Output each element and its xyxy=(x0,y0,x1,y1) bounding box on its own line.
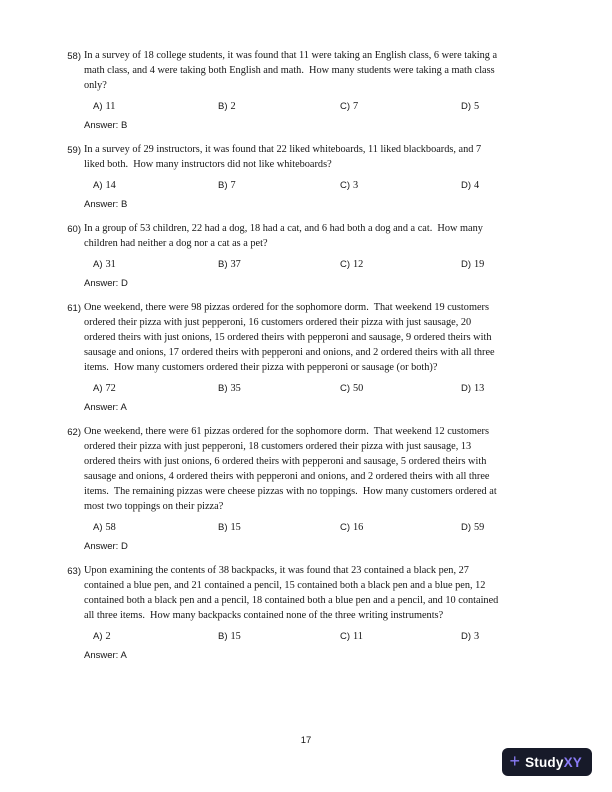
option-letter: B) xyxy=(218,383,228,394)
question-text-line: ordered theirs with just onions, 6 ordered theirs with pepperoni and sausage, 5 ordered theirs with xyxy=(84,456,487,467)
question-text-line: only? xyxy=(84,80,107,91)
question-text-line: ordered their pizza with just pepperoni, 16 customers ordered their pizza with just sausage, 20 xyxy=(84,317,472,328)
option-value: 14 xyxy=(105,180,116,191)
option-letter: A) xyxy=(93,101,103,112)
question-number: 61) xyxy=(67,303,81,314)
option-value: 58 xyxy=(105,522,116,533)
option-letter: D) xyxy=(461,259,472,270)
question-text-line: contained both a black pen and a pencil, 18 contained both a blue pen and a pencil, and 10 contained xyxy=(84,595,499,606)
option-a xyxy=(93,97,218,114)
answer-line xyxy=(84,276,612,291)
option-c xyxy=(340,627,461,644)
option-value: 7 xyxy=(353,101,359,112)
option-d xyxy=(461,627,612,644)
option-value: 11 xyxy=(353,631,363,642)
option-c xyxy=(340,518,461,535)
option-letter: C) xyxy=(340,383,351,394)
question-block xyxy=(64,563,612,663)
option-letter: D) xyxy=(461,101,472,112)
options-row xyxy=(84,518,612,535)
option-value: 3 xyxy=(474,631,480,642)
question-text-line: ordered their pizza with just pepperoni, 18 customers ordered their pizza with just sausage, 13 xyxy=(84,441,472,452)
studyxy-logo xyxy=(502,748,592,776)
question-text xyxy=(84,48,612,93)
option-d xyxy=(461,255,612,272)
question-text-line: most two toppings on their pizza? xyxy=(84,501,224,512)
option-value: 35 xyxy=(230,383,241,394)
option-d xyxy=(461,518,612,535)
answer-label: Answer: xyxy=(84,199,119,210)
answer-label: Answer: xyxy=(84,650,119,661)
options-row xyxy=(84,255,612,272)
option-value: 2 xyxy=(105,631,111,642)
question-number: 60) xyxy=(67,224,81,235)
options-row xyxy=(84,627,612,644)
option-b xyxy=(218,627,340,644)
answer-label: Answer: xyxy=(84,120,119,131)
option-value: 19 xyxy=(474,259,485,270)
option-letter: C) xyxy=(340,180,351,191)
answer-line xyxy=(84,539,612,554)
logo-brand-primary: Study xyxy=(525,754,564,770)
question-block xyxy=(64,221,612,291)
question-text-line: One weekend, there were 98 pizzas ordered for the sophomore dorm. That weekend 19 customers xyxy=(84,302,489,313)
answer-label: Answer: xyxy=(84,541,119,552)
option-a xyxy=(93,255,218,272)
option-letter: B) xyxy=(218,180,228,191)
plus-icon: + xyxy=(509,751,521,771)
option-d xyxy=(461,176,612,193)
question-text-line: Upon examining the contents of 38 backpacks, it was found that 23 contained a black pen, 27 xyxy=(84,565,469,576)
option-value: 3 xyxy=(353,180,359,191)
option-value: 12 xyxy=(353,259,364,270)
answer-value: B xyxy=(120,120,128,131)
option-value: 16 xyxy=(353,522,364,533)
option-b xyxy=(218,97,340,114)
option-letter: A) xyxy=(93,180,103,191)
answer-value: D xyxy=(120,278,128,289)
answer-label: Answer: xyxy=(84,402,119,413)
option-c xyxy=(340,379,461,396)
option-a xyxy=(93,379,218,396)
question-block xyxy=(64,300,612,415)
option-b xyxy=(218,379,340,396)
question-text-line: One weekend, there were 61 pizzas ordered for the sophomore dorm. That weekend 12 customers xyxy=(84,426,489,437)
answer-value: A xyxy=(120,650,127,661)
question-text-line: sausage and onions, 4 ordered theirs with pepperoni and onions, and 2 ordered theirs with all three xyxy=(84,471,490,482)
option-letter: D) xyxy=(461,180,472,191)
option-d xyxy=(461,379,612,396)
question-text-line: items. The remaining pizzas were cheese pizzas with no toppings. How many customers ordered at xyxy=(84,486,497,497)
option-value: 4 xyxy=(474,180,480,191)
question-number: 59) xyxy=(67,145,81,156)
question-text xyxy=(84,221,612,251)
options-row xyxy=(84,176,612,193)
options-row xyxy=(84,379,612,396)
answer-line xyxy=(84,118,612,133)
option-letter: A) xyxy=(93,383,103,394)
logo-brand-accent: XY xyxy=(563,754,582,770)
option-a xyxy=(93,627,218,644)
question-text-line: In a group of 53 children, 22 had a dog, 18 had a cat, and 6 had both a dog and a cat. How many xyxy=(84,223,483,234)
option-c xyxy=(340,97,461,114)
option-b xyxy=(218,518,340,535)
option-value: 59 xyxy=(474,522,485,533)
option-letter: D) xyxy=(461,631,472,642)
option-letter: C) xyxy=(340,259,351,270)
option-b xyxy=(218,176,340,193)
answer-label: Answer: xyxy=(84,278,119,289)
option-a xyxy=(93,176,218,193)
option-letter: C) xyxy=(340,522,351,533)
option-value: 11 xyxy=(105,101,116,112)
option-a xyxy=(93,518,218,535)
options-row xyxy=(84,97,612,114)
option-value: 15 xyxy=(230,631,241,642)
question-block xyxy=(64,424,612,554)
option-letter: B) xyxy=(218,259,228,270)
answer-line xyxy=(84,648,612,663)
page-number: 17 xyxy=(300,735,312,746)
question-text-line: math class, and 4 were taking both English and math. How many students were taking a math class xyxy=(84,65,495,76)
option-value: 37 xyxy=(230,259,241,270)
option-value: 31 xyxy=(105,259,116,270)
option-c xyxy=(340,255,461,272)
question-text-line: sausage and onions, 17 ordered theirs with pepperoni and onions, and 2 ordered theirs with all three xyxy=(84,347,495,358)
option-letter: C) xyxy=(340,631,351,642)
option-letter: A) xyxy=(93,522,103,533)
option-value: 5 xyxy=(474,101,480,112)
option-value: 13 xyxy=(474,383,485,394)
option-letter: C) xyxy=(340,101,351,112)
option-d xyxy=(461,97,612,114)
question-text xyxy=(84,300,612,375)
option-value: 15 xyxy=(230,522,241,533)
option-value: 2 xyxy=(230,101,236,112)
option-c xyxy=(340,176,461,193)
question-text-line: liked both. How many instructors did not like whiteboards? xyxy=(84,159,332,170)
answer-value: A xyxy=(120,402,127,413)
questions-list xyxy=(0,48,612,663)
question-text-line: ordered theirs with just onions, 15 ordered theirs with pepperoni and sausage, 9 ordered theirs with xyxy=(84,332,492,343)
answer-line xyxy=(84,400,612,415)
option-letter: A) xyxy=(93,259,103,270)
question-text xyxy=(84,563,612,623)
question-block xyxy=(64,142,612,212)
question-number: 62) xyxy=(67,427,81,438)
question-text-line: all three items. How many backpacks contained none of the three writing instruments? xyxy=(84,610,444,621)
question-text-line: In a survey of 29 instructors, it was found that 22 liked whiteboards, 11 liked blackboards, and 7 xyxy=(84,144,482,155)
answer-value: B xyxy=(120,199,128,210)
question-text-line: items. How many customers ordered their pizza with pepperoni or sausage (or both)? xyxy=(84,362,438,373)
answer-value: D xyxy=(120,541,128,552)
option-letter: D) xyxy=(461,522,472,533)
question-text-line: contained a blue pen, and 21 contained a pencil, 15 contained both a black pen and a blue pen, 12 xyxy=(84,580,486,591)
option-letter: B) xyxy=(218,631,228,642)
question-number: 63) xyxy=(67,566,81,577)
question-text-line: children had neither a dog nor a cat as a pet? xyxy=(84,238,268,249)
option-letter: B) xyxy=(218,522,228,533)
answer-line xyxy=(84,197,612,212)
option-letter: D) xyxy=(461,383,472,394)
question-number: 58) xyxy=(67,51,81,62)
option-b xyxy=(218,255,340,272)
option-value: 7 xyxy=(230,180,236,191)
question-text xyxy=(84,142,612,172)
question-text xyxy=(84,424,612,514)
question-block xyxy=(64,48,612,133)
option-value: 72 xyxy=(105,383,116,394)
question-text-line: In a survey of 18 college students, it was found that 11 were taking an English class, 6 were taking a xyxy=(84,50,498,61)
option-letter: B) xyxy=(218,101,228,112)
option-letter: A) xyxy=(93,631,103,642)
option-value: 50 xyxy=(353,383,364,394)
